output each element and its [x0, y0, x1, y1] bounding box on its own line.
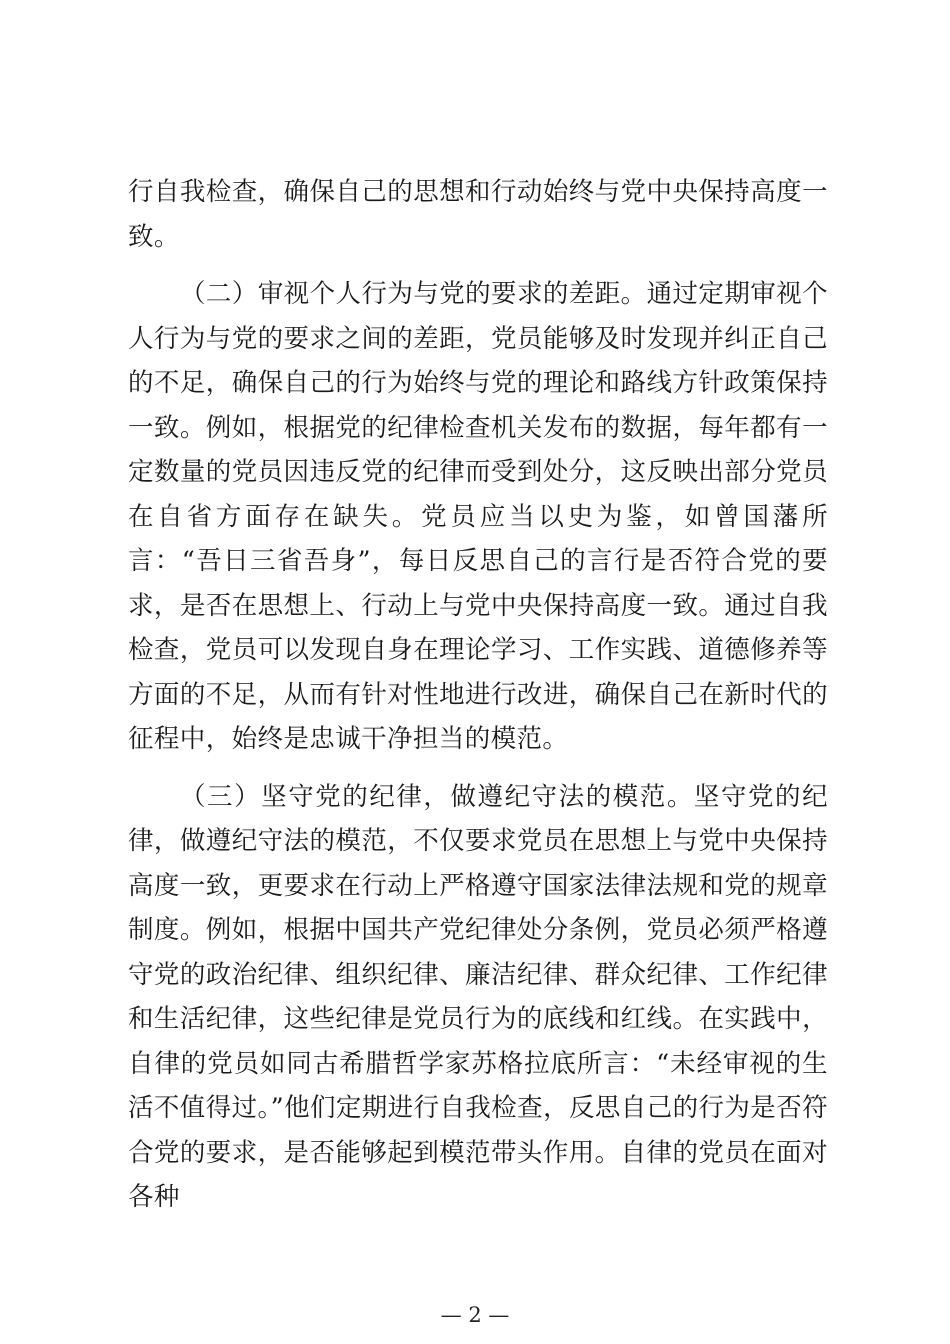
- paragraph-continuation: 行自我检查，确保自己的思想和行动始终与党中央保持高度一致。: [128, 177, 828, 252]
- body-text: [128, 170, 828, 1233]
- paragraph-section-three: （三）坚守党的纪律，做遵纪守法的模范。坚守党的纪律，做遵纪守法的模范，不仅要求党员在思想上与党中央保持高度一致，更要求在行动上严格遵守国家法律法规和党的规章制度。例如，根据中国共产党纪律处分条例，党员必须严格遵守党的政治纪律、组织纪律、廉洁纪律、群众纪律、工作纪律和生活纪律，这些纪律是党员行为的底线和红线。在实践中，自律的党员如同古希腊哲学家苏格拉底所言：“未经审视的生活不值得过。”他们定期进行自我检查，反思自己的行为是否符合党的要求，是否能够起到模范带头作用。自律的党员在面对各种: [128, 781, 828, 1212]
- page-number: — 2 —: [440, 1303, 510, 1327]
- paragraph-section-two: （二）审视个人行为与党的要求的差距。通过定期审视个人行为与党的要求之间的差距，党员能够及时发现并纠正自己的不足，确保自己的行为始终与党的理论和路线方针政策保持一致。例如，根据党的纪律检查机关发布的数据，每年都有一定数量的党员因违反党的纪律而受到处分，这反映出部分党员在自省方面存在缺失。党员应当以史为鉴，如曾国藩所言：“吾日三省吾身”，每日反思自己的言行是否符合党的要求，是否在思想上、行动上与党中央保持高度一致。通过自我检查，党员可以发现自身在理论学习、工作实践、道德修养等方面的不足，从而有针对性地进行改进，确保自己在新时代的征程中，始终是忠诚干净担当的模范。: [128, 279, 828, 754]
